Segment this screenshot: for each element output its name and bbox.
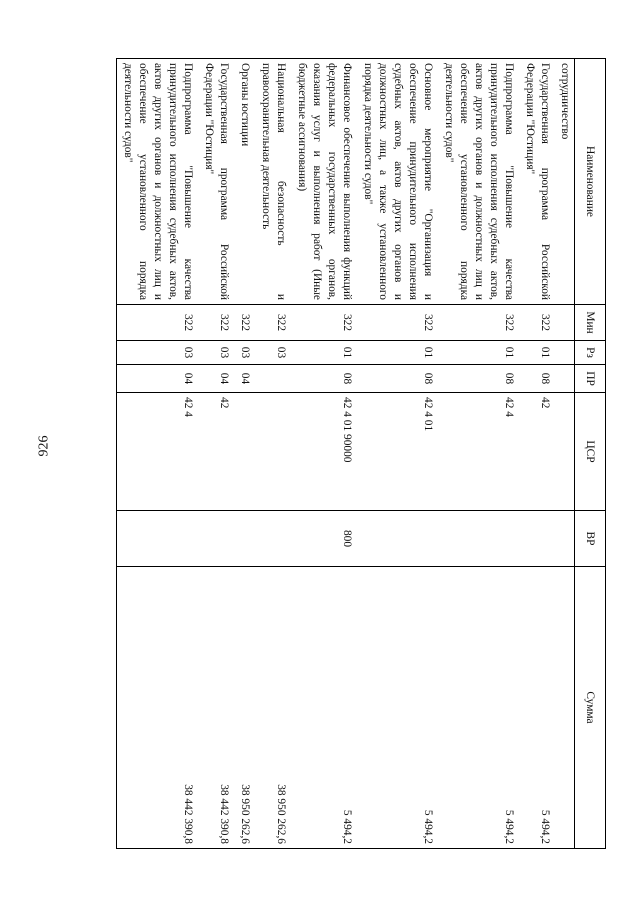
row-pr: 04 [117,365,199,393]
row-name: Государственная программа Российской Федерации "Юстиция" [519,59,555,305]
row-pr [255,365,291,393]
row-min: 322 [291,305,357,341]
row-name: Финансовое обеспечение выполнения функций федеральных государственных органов, оказания услуг и выполнения работ (Иные бюджетные ассигнования) [291,59,357,305]
row-min: 322 [234,305,255,341]
row-vr [255,511,291,567]
header-min: Мин [575,305,606,341]
row-csr: 42 4 [438,393,519,511]
row-sum: 5 494,2 [291,567,357,849]
row-vr [234,511,255,567]
row-sum [555,567,575,849]
header-rz: Рз [575,341,606,365]
row-pr: 04 [198,365,234,393]
row-csr: 42 4 01 90000 [291,393,357,511]
row-sum: 5 494,2 [438,567,519,849]
header-name: Наименование [575,59,606,305]
row-name: Государственная программа Российской Федерации "Юстиция" [198,59,234,305]
row-pr: 08 [291,365,357,393]
row-min: 322 [198,305,234,341]
row-rz [555,341,575,365]
row-min: 322 [117,305,199,341]
row-sum: 38 950 262,6 [234,567,255,849]
table-row [117,59,199,849]
row-csr: 42 4 01 [357,393,438,511]
row-rz: 01 [519,341,555,365]
header-csr: ЦСР [575,393,606,511]
budget-table-sheet [66,58,606,848]
row-csr: 42 [198,393,234,511]
row-pr [555,365,575,393]
table-row [291,59,357,849]
table-row [519,59,555,849]
row-sum: 38 950 262,6 [255,567,291,849]
row-pr: 08 [519,365,555,393]
row-csr: 42 [519,393,555,511]
row-name: Основное мероприятие "Организация и обеспечение принудительного исполнения судебных актов, актов других органов и должностных лиц, а также установленного порядка деятельности судов" [357,59,438,305]
row-rz: 03 [255,341,291,365]
row-sum: 5 494,2 [519,567,555,849]
row-name: Национальная безопасность и правоохранительная деятельность [255,59,291,305]
row-min: 322 [519,305,555,341]
page-number: 926 [36,435,52,457]
row-name: сотрудничество [555,59,575,305]
row-sum: 38 442 390,8 [117,567,199,849]
row-rz: 03 [198,341,234,365]
row-min [555,305,575,341]
row-rz: 03 [117,341,199,365]
header-sum: Сумма [575,567,606,849]
table-row [234,59,255,849]
row-vr [438,511,519,567]
table-row [198,59,234,849]
row-sum: 5 494,2 [357,567,438,849]
row-name: Подпрограмма "Повышение качества принудительного исполнения судебных актов, актов других органов и должностных лиц и обеспечение установленного порядка деятельности судов" [438,59,519,305]
table-row [438,59,519,849]
row-rz: 01 [291,341,357,365]
row-name: Подпрограмма "Повышение качества принудительного исполнения судебных актов, актов других органов и должностных лиц и обеспечение установленного порядка деятельности судов" [117,59,199,305]
row-vr [198,511,234,567]
row-vr [555,511,575,567]
row-rz: 01 [438,341,519,365]
row-min: 322 [438,305,519,341]
table-header-row [575,59,606,849]
row-name: Органы юстиции [234,59,255,305]
row-csr [555,393,575,511]
row-pr: 08 [357,365,438,393]
row-pr: 04 [234,365,255,393]
row-vr: 800 [291,511,357,567]
budget-table [116,58,606,849]
row-min: 322 [255,305,291,341]
table-row [255,59,291,849]
row-rz: 01 [357,341,438,365]
row-vr [519,511,555,567]
row-rz: 03 [234,341,255,365]
row-vr [357,511,438,567]
row-csr [234,393,255,511]
row-csr [255,393,291,511]
row-csr: 42 4 [117,393,199,511]
header-vr: ВР [575,511,606,567]
table-row [357,59,438,849]
row-pr: 08 [438,365,519,393]
row-min: 322 [357,305,438,341]
header-pr: ПР [575,365,606,393]
table-row [555,59,575,849]
row-vr [117,511,199,567]
row-sum: 38 442 390,8 [198,567,234,849]
